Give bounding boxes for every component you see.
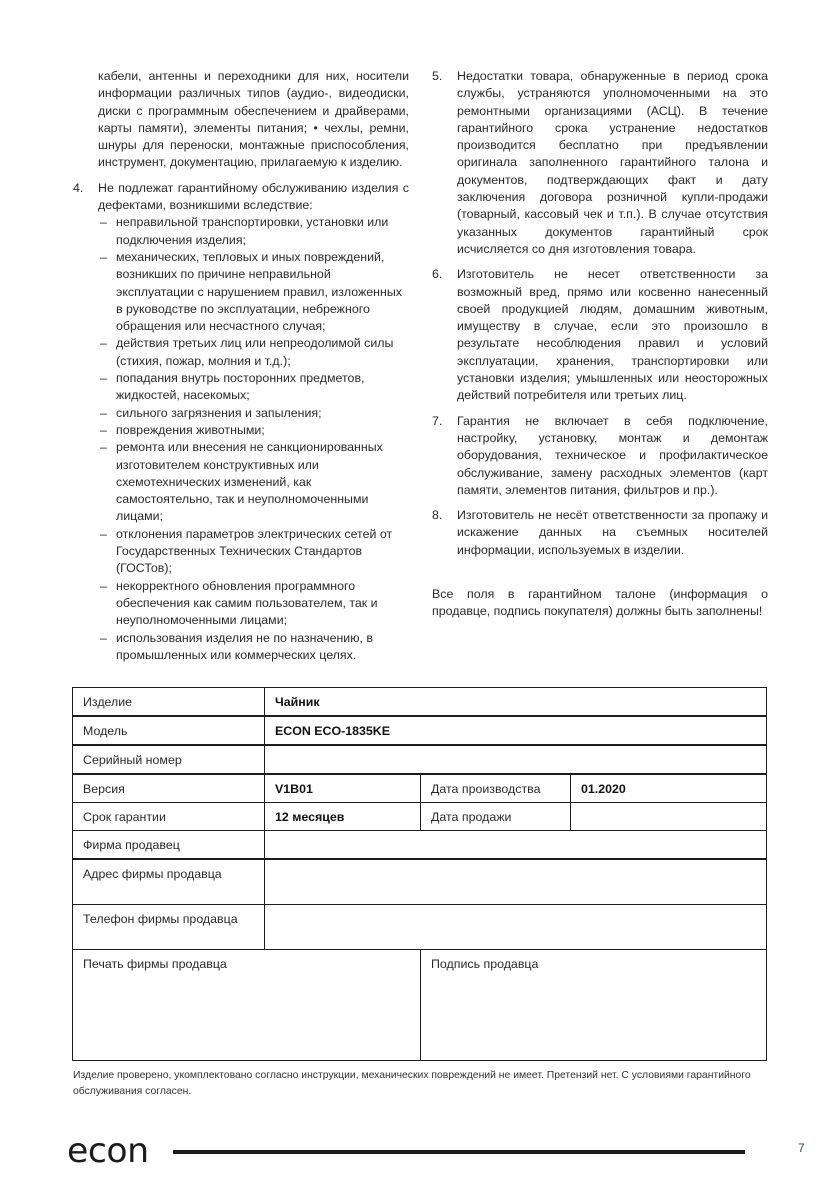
- seller-phone-field[interactable]: [264, 905, 766, 949]
- seller-firm-field[interactable]: [264, 831, 766, 858]
- seller-signature-area[interactable]: [420, 950, 766, 1060]
- seller-address-label: Адрес фирмы продавца: [83, 867, 222, 881]
- seller-stamp-area[interactable]: [73, 950, 420, 1060]
- seller-phone-label: Телефон фирмы продавца: [83, 912, 238, 926]
- fill-all-fields-note: Все поля в гарантийном талоне (информация о продавце, подпись покупателя) должны быть заполнены!: [432, 587, 768, 619]
- item-number: 7.: [432, 413, 443, 428]
- item-number: 8.: [432, 508, 443, 523]
- row-warranty-period: [73, 802, 766, 830]
- seller-stamp-label: Печать фирмы продавца: [83, 957, 227, 971]
- exclusion-item: – отклонения параметров электрических сетей от Государственных Технических Стандартов (ГОСТов);: [100, 526, 393, 576]
- row-seller-firm: [73, 830, 766, 858]
- item-text: Недостатки товара, обнаруженные в период срока службы, устраняются уполномоченными на это ремонтными организациями (АСЦ). В течение гарантийного срока устранение недостатков производится бесплатно при предъявлении оригинала заполненного гарантийного талона и документов, подтверждающих факт и дату заключения договора розничной купли-продажи (товарный, кассовый чек и т.п.). В случае отсутствия указанных документов гарантийный срок исчисляется со дня изготовления товара.: [457, 69, 768, 256]
- exclusion-item: – действия третьих лиц или непреодолимой силы (стихия, пожар, молния и т.д.);: [100, 336, 394, 368]
- list-item-6: [432, 266, 768, 404]
- list-item-7: [432, 413, 768, 499]
- seller-firm-label: Фирма продавец: [83, 838, 180, 852]
- item-text: Изготовитель не несет ответственности за возможный вред, прямо или косвенно нанесенный своей продукцией людям, домашним животным, имуществу в случае, если это произошло в результате несоблюдения правил и условий эксплуатации, хранения, транспортировки или установки изделия; умышленных или неосторожных действий потребителя или третьих лиц.: [457, 267, 768, 403]
- serial-label: Серийный номер: [83, 753, 182, 767]
- item-number: 4.: [73, 180, 84, 195]
- econ-logo: econ: [67, 1131, 149, 1171]
- row-seller-address: [73, 858, 766, 904]
- confirmation-statement: Изделие проверено, укомплектовано согласно инструкции, механических повреждений не имеет. Претензий нет. С условиями гарантийного обслуживания согласен.: [73, 1070, 751, 1097]
- exclusion-item: – сильного загрязнения и запыления;: [100, 405, 322, 420]
- serial-field[interactable]: [264, 746, 766, 773]
- sale-date-field[interactable]: [570, 803, 766, 830]
- production-date-value[interactable]: 01.2020: [570, 775, 766, 802]
- model-label: Модель: [83, 724, 128, 738]
- item-text: Гарантия не включает в себя подключение, настройку, установку, монтаж и демонтаж оборудования, техническое и профилактическое обслуживание, замену расходных элементов (карт памяти, элементов питания, фильтров и пр.).: [457, 413, 768, 497]
- exclusions-list: [98, 214, 409, 664]
- row-serial: [73, 744, 766, 773]
- item-number: 5.: [432, 69, 443, 83]
- item3-continuation: кабели, антенны и переходники для них, носители информации различных типов (аудио-, видеодиски, диски с программным обеспечением и драйверами, карты памяти), элементы питания; • чехлы, ремни, шнуры для переноски, монтажные приспособления, инструмент, документацию, прилагаемую к изделию.: [98, 69, 409, 170]
- exclusion-item: – повреждения животными;: [100, 422, 265, 437]
- row-product: [73, 688, 766, 715]
- product-label: Изделие: [83, 695, 133, 709]
- warranty-period-label: Срок гарантии: [83, 810, 166, 824]
- exclusion-item: – ремонта или внесения не санкционированных изготовителем конструктивных или схемотехнических изменений, как самостоятельно, так и неуполномоченными лицами;: [100, 440, 383, 524]
- exclusion-item: – некорректного обновления программного обеспечения как самим пользователем, так и неуполномоченными лицами;: [100, 578, 378, 628]
- exclusion-item: – использования изделия не по назначению, в промышленных или коммерческих целях.: [100, 630, 373, 662]
- list-item-8: [432, 507, 768, 559]
- model-value[interactable]: ECON ECO-1835KE: [264, 717, 766, 744]
- production-date-label: Дата производства: [420, 775, 570, 802]
- seller-signature-label: Подпись продавца: [431, 957, 539, 971]
- item-text: Не подлежат гарантийному обслуживанию изделия с дефектами, возникшими вследствие:: [98, 180, 409, 213]
- warranty-period-value[interactable]: 12 месяцев: [264, 803, 420, 830]
- exclusion-item: – механических, тепловых и иных повреждений, возникших по причине неправильной эксплуатации с нарушением правил, изложенных в руководстве по эксплуатации, небрежного обращения или несчастного случая;: [100, 249, 402, 334]
- version-value[interactable]: V1B01: [264, 775, 420, 802]
- item-number: 6.: [432, 267, 443, 282]
- product-value[interactable]: Чайник: [264, 688, 766, 715]
- warranty-card-table: [72, 687, 767, 1061]
- list-item-4: [73, 180, 409, 664]
- exclusion-item: – неправильной транспортировки, установки или подключения изделия;: [100, 215, 389, 247]
- sale-date-label: Дата продажи: [420, 803, 570, 830]
- row-seller-phone: [73, 904, 766, 949]
- row-version: [73, 773, 766, 802]
- row-model: [73, 715, 766, 744]
- right-column: [432, 68, 768, 621]
- exclusion-item: – попадания внутрь посторонних предметов, жидкостей, насекомых;: [100, 371, 365, 403]
- list-item-5: [432, 68, 768, 258]
- footer-divider: [173, 1150, 745, 1154]
- version-label: Версия: [83, 782, 125, 796]
- seller-address-field[interactable]: [264, 860, 766, 904]
- left-column: [73, 68, 409, 664]
- item-text: Изготовитель не несёт ответственности за пропажу и искажение данных на съемных носителей информации, используемых в изделии.: [457, 508, 768, 557]
- page-number: 7: [798, 1141, 805, 1155]
- row-stamp-signature: [73, 949, 766, 1060]
